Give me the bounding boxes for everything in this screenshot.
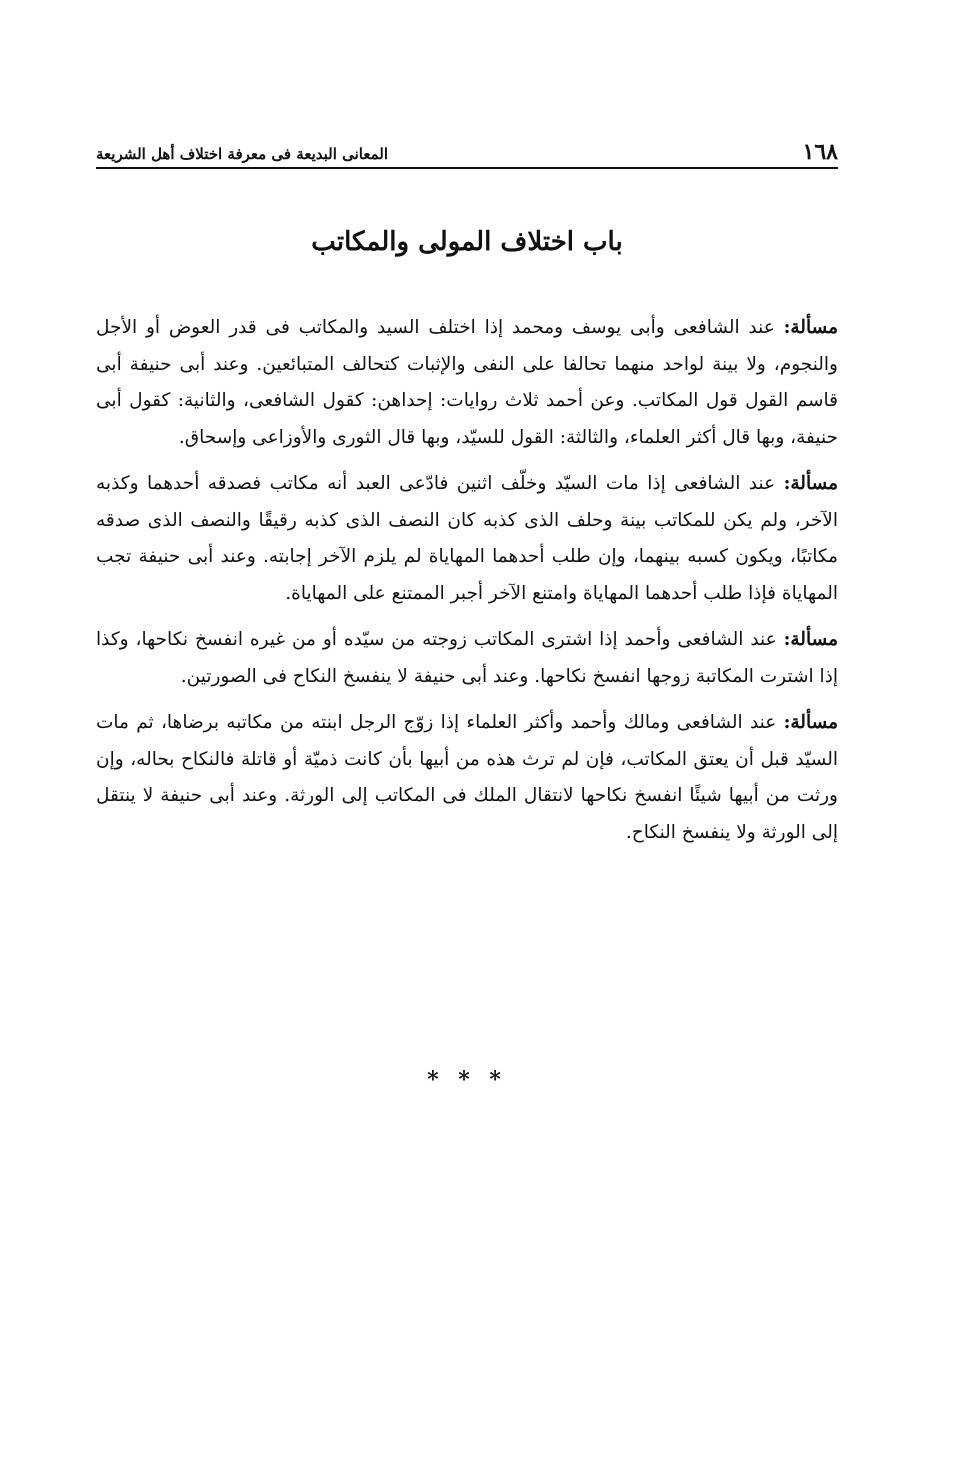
body-text — [96, 310, 838, 861]
paragraph-keyword: مسألة: — [783, 712, 838, 733]
paragraph-keyword: مسألة: — [783, 629, 838, 650]
running-header — [96, 126, 838, 166]
paragraph-text: عند الشافعى وأحمد إذا اشترى المكاتب زوجته من سيّده أو من غيره انفسخ نكاحها، وكذا إذا اشترت المكاتبة زوجها انفسخ نكاحها. وعند أبى حنيفة لا ينفسخ النكاح فى الصورتين. — [96, 629, 838, 687]
paragraph-text: عند الشافعى إذا مات السيّد وخلّف اثنين فادّعى العبد أنه مكاتب فصدقه أحدهما وكذبه الآخر، ولم يكن للمكاتب بينة وحلف الذى كذبه كان النصف الذى كذبه رقيقًا والنصف الذى صدقه مكاتبًا، ويكون كسبه بينهما، وإن طلب أحدهما المهاياة لم يلزم الآخر إجابته. وعند أبى حنيفة تجب المهاياة فإذا طلب أحدهما المهاياة وامتنع الآخر أجبر الممتنع على المهاياة. — [96, 473, 838, 604]
header-rule — [96, 167, 838, 169]
running-title: المعانى البديعة فى معرفة اختلاف أهل الشريعة — [96, 145, 389, 163]
paragraph-keyword: مسألة: — [783, 317, 838, 338]
paragraph-2 — [96, 466, 838, 612]
paragraph-1 — [96, 310, 838, 456]
page-number: ١٦٨ — [802, 139, 838, 165]
paragraph-4 — [96, 705, 838, 851]
paragraph-keyword: مسألة: — [783, 473, 838, 494]
paragraph-text: عند الشافعى ومالك وأحمد وأكثر العلماء إذا زوّج الرجل ابنته من مكاتبه برضاها، ثم مات السيّد قبل أن يعتق المكاتب، فإن لم ترث هذه من أبيها بأن كانت ذميّة أو قاتلة فالنكاح بحاله، وإن ورثت من أبيها شيئًا انفسخ نكاحها لانتقال الملك فى المكاتب إلى الورثة. وعند أبى حنيفة لا ينتقل إلى الورثة ولا ينفسخ النكاح. — [96, 712, 838, 843]
chapter-title: باب اختلاف المولى والمكاتب — [311, 227, 623, 257]
paragraph-3 — [96, 622, 838, 695]
section-end-mark: * * * — [427, 1067, 507, 1093]
paragraph-text: عند الشافعى وأبى يوسف ومحمد إذا اختلف السيد والمكاتب فى قدر العوض أو الأجل والنجوم، ولا بينة لواحد منهما تحالفا على النفى والإثبات كتحالف المتبائعين. وعند أبى حنيفة أبى قاسم القول قول المكاتب. وعن أحمد ثلاث روايات: إحداهن: كقول الشافعى، والثانية: كقول أبى حنيفة، وبها قال أكثر العلماء، والثالثة: القول للسيّد، وبها قال الثورى والأوزاعى وإسحاق. — [96, 317, 838, 448]
